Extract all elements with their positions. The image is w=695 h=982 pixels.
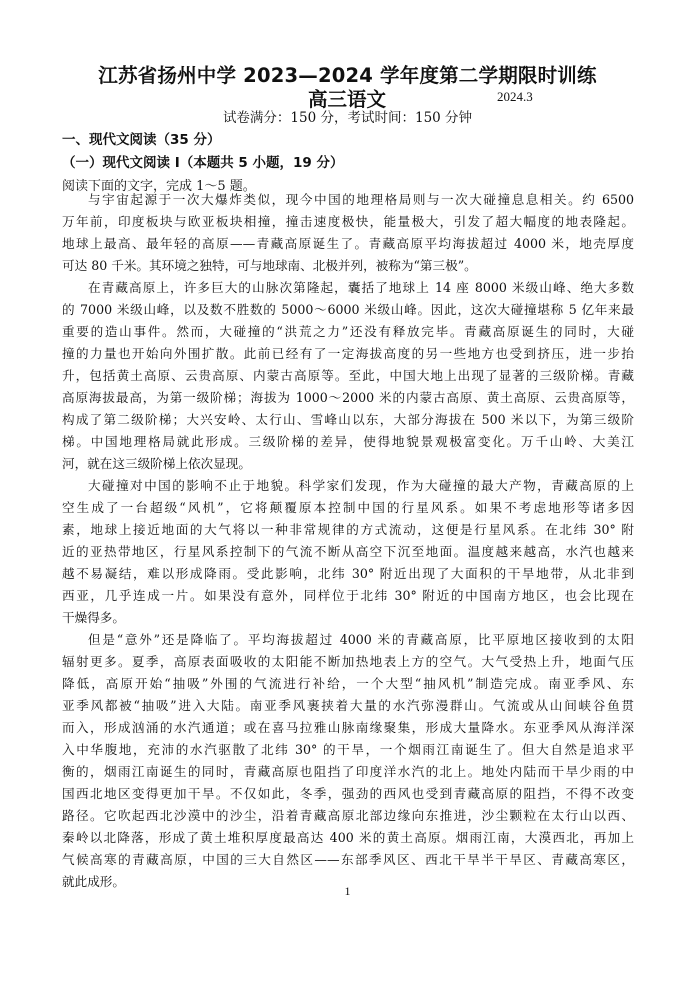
section-heading: 一、现代文阅读（35 分） [62,132,221,148]
subject-title: 高三语文 [308,88,387,111]
passage-line: 而入，形成汹涌的水汽通道；或在喜马拉雅山脉南缘聚集，形成大量降水。东亚季风从海洋深 [62,720,634,735]
passage-line: 万年前，印度板块与欧亚板块相撞，撞击速度极快，能量极大，引发了超大幅度的地表隆起。 [62,214,634,229]
passage-line: 越不易凝结，难以形成降雨。受此影响，北纬 30° 附近出现了大面积的干旱地带，从北非到 [62,566,634,581]
passage-line: 素，地球上接近地面的大气将以一种非常规律的方式流动，这便是行星风系。在北纬 30° 附 [62,522,634,537]
passage-line: 撞的力量也开始向外围扩散。此前已经有了一定海拔高度的另一些地方也受到挤压，进一步抬 [62,346,634,361]
reading-instruction: 阅读下面的文字，完成 1～5 题。 [62,179,256,194]
subsection-heading: （一）现代文阅读 I（本题共 5 小题，19 分） [62,155,344,171]
passage-line: 在青藏高原上，许多巨大的山脉次第隆起，囊括了地球上 14 座 8000 米级山峰、绝大多数 [88,280,634,295]
passage-line: 梯。中国地理格局就此形成。三级阶梯的差异，使得地貌景观极富变化。万千山岭、大美江 [62,434,634,449]
passage-line: 大碰撞对中国的影响不止于地貌。科学家们发现，作为大碰撞的最大产物，青藏高原的上 [88,478,634,493]
subtitle-row [0,84,695,111]
passage-line: 升，包括黄土高原、云贵高原、内蒙古高原等。至此，中国大地上出现了显著的三级阶梯。青藏 [62,368,634,383]
passage-line: 构成了第二级阶梯；大兴安岭、太行山、雪峰山以东，大部分海拔在 500 米以下，为第三级阶 [62,412,634,427]
passage-line: 西亚，几乎连成一片。如果没有意外，同样位于北纬 30° 附近的中国南方地区，也会比现在 [62,588,634,603]
passage-line: 亚季风都被“抽吸”进入大陆。南亚季风裹挟着大量的水汽弥漫群山。气流或从山间峡谷鱼贯 [62,698,634,713]
exam-info: 试卷满分：150 分，考试时间：150 分钟 [222,110,473,126]
passage-line: 河，就在这三级阶梯上依次显现。 [62,456,251,471]
passage-line: 但是“意外”还是降临了。平均海拔超过 4000 米的青藏高原，比平原地区接收到的太阳 [88,632,634,647]
passage-line: 高原海拔最高，为第一级阶梯；海拔为 1000～2000 米的内蒙古高原、黄土高原、云贵高原等， [62,390,634,405]
passage-line: 气候高寒的青藏高原，中国的三大自然区——东部季风区、西北干旱半干旱区、青藏高寒区， [62,852,634,867]
passage-line: 国西北地区变得更加干旱。不仅如此，冬季，强劲的西风也受到青藏高原的阻挡，不得不改变 [62,786,634,801]
passage-line: 重要的造山事件。然而，大碰撞的“洪荒之力”还没有释放完毕。青藏高原诞生的同时，大碰 [62,324,634,339]
passage-line: 就此成形。 [62,874,125,889]
passage-line: 空生成了一台超级“风机”，它将颠覆原本控制中国的行星风系。如果不考虑地形等诸多因 [62,500,634,515]
passage-line: 辐射更多。夏季，高原表面吸收的太阳能不断加热地表上方的空气。大气受热上升，地面气压 [62,654,634,669]
passage-line: 秦岭以北降落，形成了黄土堆积厚度最高达 400 米的黄土高原。烟雨江南，大漠西北，再加上 [62,830,634,845]
exam-date: 2024.3 [497,89,533,104]
passage-line: 入中华腹地，充沛的水汽驱散了北纬 30° 的干旱，一个烟雨江南诞生了。但大自然是追求平 [62,742,634,757]
passage-line: 与宇宙起源于一次大爆炸类似，现今中国的地理格局则与一次大碰撞息息相关。约 6500 [88,192,634,207]
passage-line: 的 7000 米级山峰，以及数不胜数的 5000～6000 米级山峰。因此，这次大碰撞堪称 5 亿年来最 [62,302,634,317]
passage-line: 地球上最高、最年轻的高原——青藏高原诞生了。青藏高原平均海拔超过 4000 米，地壳厚度 [62,236,634,251]
passage-line: 降低，高原开始“抽吸”外围的气流进行补给，一个大型“抽风机”制造完成。南亚季风、东 [62,676,634,691]
passage-line: 干燥得多。 [62,610,125,625]
passage-line: 衡的，烟雨江南诞生的同时，青藏高原也阻挡了印度洋水汽的北上。地处内陆而干旱少雨的中 [62,764,634,779]
passage-line: 路径。它吹起西北沙漠中的沙尘，沿着青藏高原北部边缘向东推进，沙尘颗粒在太行山以西、 [62,808,634,823]
passage-line: 可达 80 千米。其环境之独特，可与地球南、北极并列，被称为“第三极”。 [62,258,477,273]
exam-title: 江苏省扬州中学 2023—2024 学年度第二学期限时训练 [98,64,597,87]
passage-line: 近的亚热带地区，行星风系控制下的气流不断从高空下沉至地面。温度越来越高，水汽也越来 [62,544,634,559]
page-number: 1 [344,884,351,898]
